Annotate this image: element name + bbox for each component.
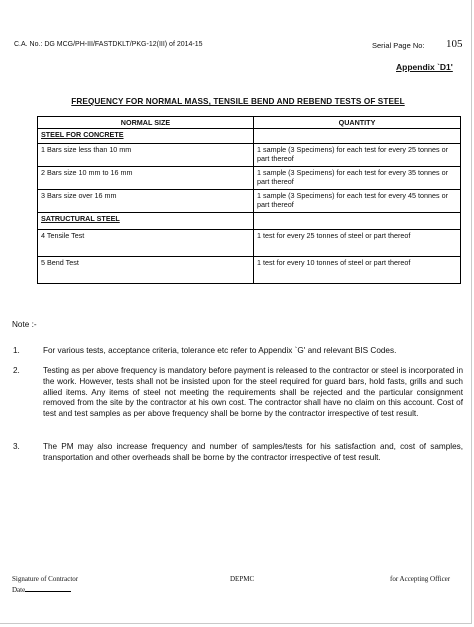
quantity-cell: 1 test for every 10 tonnes of steel or part thereof [254, 257, 461, 284]
table-row [38, 257, 461, 284]
contract-number: C.A. No.: DG MCG/PH-III/FASTDKLT/PKG-12(III) of 2014-15 [14, 41, 203, 48]
table-row [38, 144, 461, 167]
size-cell: 2 Bars size 10 mm to 16 mm [38, 167, 254, 190]
appendix-label: Appendix `D1' [396, 62, 453, 72]
note-text: Testing as per above frequency is mandatory before payment is released to the contractor or steel is incorporated in the work. However, tests shall not be insisted upon for the steel required for guard bars, hold fasts, grills and such allied items. Any items of steel not meeting the requirements shall be rejected and the particular consignment removed from the site by the contractor at his own cost. The contractor shall have no claim on this account. Cost of test and test samples as per above frequency shall be borne by the contractor irrespective of test result. [43, 366, 463, 419]
note-number: 2. [13, 366, 20, 375]
table-row [38, 167, 461, 190]
serial-page-label: Serial Page No: [372, 41, 425, 50]
table-row [38, 230, 461, 257]
size-cell: 3 Bars size over 16 mm [38, 190, 254, 213]
header-normal-size: NORMAL SIZE [38, 117, 254, 129]
note-text: For various tests, acceptance criteria, tolerance etc refer to Appendix `G' and relevant BIS Codes. [43, 346, 397, 355]
note-number: 1. [13, 346, 20, 355]
section-row [38, 213, 461, 230]
contractor-signature: Signature of Contractor [12, 575, 79, 583]
size-cell: 4 Tensile Test [38, 230, 254, 257]
note-number: 3. [13, 442, 20, 451]
quantity-cell: 1 sample (3 Specimens) for each test for every 25 tonnes or part thereof [254, 144, 461, 167]
depmc-label: DEPMC [230, 575, 255, 583]
date-field [12, 586, 71, 594]
quantity-cell: 1 sample (3 Specimens) for each test for every 35 tonnes or part thereof [254, 167, 461, 190]
frequency-table [37, 116, 461, 284]
serial-page-number: 105 [446, 38, 463, 50]
note-label: Note :- [12, 320, 37, 329]
empty-cell [254, 129, 461, 144]
accepting-officer: for Accepting Officer [390, 575, 451, 583]
table-header-row [38, 117, 461, 129]
section-row [38, 129, 461, 144]
document-title: FREQUENCY FOR NORMAL MASS, TENSILE BEND AND REBEND TESTS OF STEEL [71, 97, 405, 106]
quantity-cell: 1 test for every 25 tonnes of steel or part thereof [254, 230, 461, 257]
table-row [38, 190, 461, 213]
size-cell: 5 Bend Test [38, 257, 254, 284]
date-label: Date [12, 586, 26, 594]
date-line [25, 591, 71, 592]
empty-cell [254, 213, 461, 230]
note-text: The PM may also increase frequency and number of samples/tests for his satisfaction and, cost of samples, transportation and other overheads shall be borne by the contractor irrespective of test result. [43, 442, 463, 462]
size-cell: 1 Bars size less than 10 mm [38, 144, 254, 167]
section-steel-for-concrete: STEEL FOR CONCRETE [38, 129, 254, 144]
header-quantity: QUANTITY [254, 117, 461, 129]
quantity-cell: 1 sample (3 Specimens) for each test for every 45 tonnes or part thereof [254, 190, 461, 213]
section-structural-steel: SATRUCTURAL STEEL [38, 213, 254, 230]
